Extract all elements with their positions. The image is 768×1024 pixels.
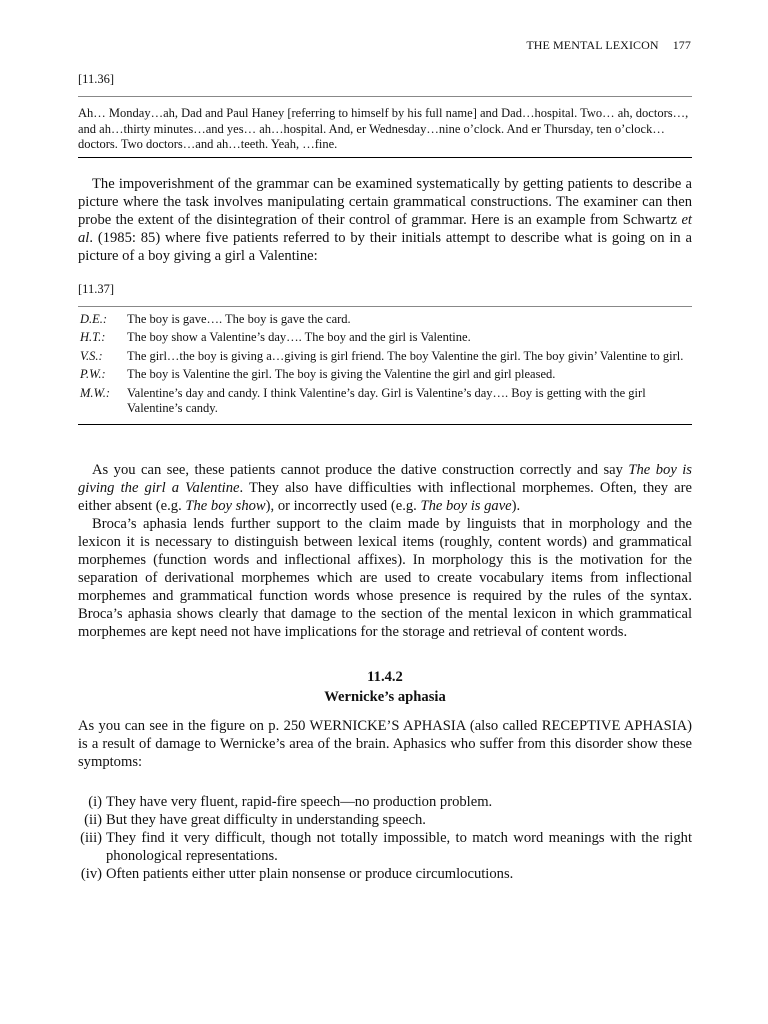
italic-text: The boy show — [185, 497, 266, 514]
utterance: The boy show a Valentine’s day…. The boy and the girl is Valentine. — [127, 330, 471, 344]
text-run: The impoverishment of the grammar can be examined systematically by getting patients to describe a picture where the task involves manipulating certain grammatical constructions. The examiner can then probe the extent of the disintegration of their control of grammar. Here is an example from Schwartz — [78, 175, 692, 228]
speaker-initials: P.W.: — [80, 367, 106, 381]
text-run: ). — [511, 497, 521, 514]
list-item-number: (iv) — [80, 865, 102, 882]
utterance: The girl…the boy is giving a…giving is girl friend. The boy Valentine the girl. The boy givin’ Valentine to girl. — [127, 348, 684, 363]
list-item-text: Often patients either utter plain nonsense or produce circumlocutions. — [106, 865, 514, 882]
running-head — [526, 38, 691, 53]
italic-text: The boy is giving the girl a Valentine — [78, 461, 692, 496]
section-heading — [78, 667, 692, 707]
italic-text: The boy is gave — [420, 497, 512, 514]
speaker-initials: H.T.: — [80, 330, 106, 344]
list-item — [78, 829, 692, 865]
symptom-list — [78, 793, 692, 883]
paragraph — [78, 175, 692, 265]
italic-text: et al — [78, 211, 692, 246]
example-row — [78, 312, 692, 328]
page-number: 177 — [672, 38, 691, 52]
example-row — [78, 349, 692, 365]
text-run: As you can see, these patients cannot produce the dative construction correctly and say — [92, 461, 629, 478]
list-item-number: (ii) — [84, 811, 102, 828]
utterance: Valentine’s day and candy. I think Valentine’s day. Girl is Valentine’s day…. Boy is getting with the girl Valentine’s candy. — [127, 385, 646, 415]
list-item — [78, 865, 692, 883]
speaker-initials: M.W.: — [80, 385, 111, 400]
example-row — [78, 386, 692, 417]
section-number: 11.4.2 — [367, 668, 403, 685]
example-11-37 — [78, 282, 692, 425]
list-item — [78, 811, 692, 829]
page-body — [78, 72, 692, 883]
example-row — [78, 367, 692, 383]
utterance: The boy is Valentine the girl. The boy is giving the Valentine the girl and girl pleased. — [127, 367, 556, 381]
text-run: ), or incorrectly used (e.g. — [265, 497, 421, 514]
example-table — [78, 306, 692, 417]
text-run: . They also have difficulties with inflectional morphemes. Often, they are either absent (e.g. — [78, 479, 692, 514]
list-item-number: (i) — [88, 793, 102, 810]
utterance: The boy is gave…. The boy is gave the card. — [127, 311, 351, 326]
list-item-number: (iii) — [80, 829, 102, 846]
running-head-title: THE MENTAL LEXICON — [526, 38, 659, 52]
list-item — [78, 793, 692, 811]
example-number: [11.37] — [78, 281, 114, 296]
section-title: Wernicke’s aphasia — [324, 688, 446, 705]
paragraph: Broca’s aphasia lends further support to the claim made by linguists that in morphology and the lexicon it is necessary to distinguish between lexical items (roughly, content words) and grammatical morphemes (function words and inflectional affixes). In morphology this is the motivation for the separation of derivational morphemes which are used to create vocabulary items from inflectional morphemes and grammatical function words whose presence is required by the rules of the syntax. Broca’s aphasia shows clearly that damage to the section of the mental lexicon in which grammatical morphemes are kept need not have implications for the storage and retrieval of content words. — [78, 515, 692, 640]
example-11-36 — [78, 72, 692, 158]
example-row — [78, 330, 692, 346]
text-run: . (1985: 85) where five patients referred to by their initials attempt to describe what is going on in a picture of a boy giving a girl a Valentine: — [78, 229, 692, 264]
list-item-text: They have very fluent, rapid-fire speech—no production problem. — [106, 793, 493, 810]
list-item-text: But they have great difficulty in understanding speech. — [106, 811, 426, 828]
speaker-initials: D.E.: — [80, 311, 108, 326]
speaker-initials: V.S.: — [80, 348, 103, 363]
list-item-text: They find it very difficult, though not totally impossible, to match word meanings with the right phonological representations. — [106, 829, 692, 864]
example-number: [11.36] — [78, 72, 114, 86]
paragraph: As you can see in the figure on p. 250 WERNICKE’S APHASIA (also called RECEPTIVE APHASIA) is a result of damage to Wernicke’s area of the brain. Aphasics who suffer from this disorder show these symptoms: — [78, 717, 692, 770]
example-text: Ah… Monday…ah, Dad and Paul Haney [referring to himself by his full name] and Dad…hospital. Two… ah, doctors…, and ah…thirty minutes…and yes… ah…hospital. And, er Wednesday…nine o’clock. And er Thursday, ten o’clock…doctors. Two doctors…and ah…teeth. Yeah, …fine. — [78, 96, 692, 153]
paragraph — [78, 461, 692, 515]
